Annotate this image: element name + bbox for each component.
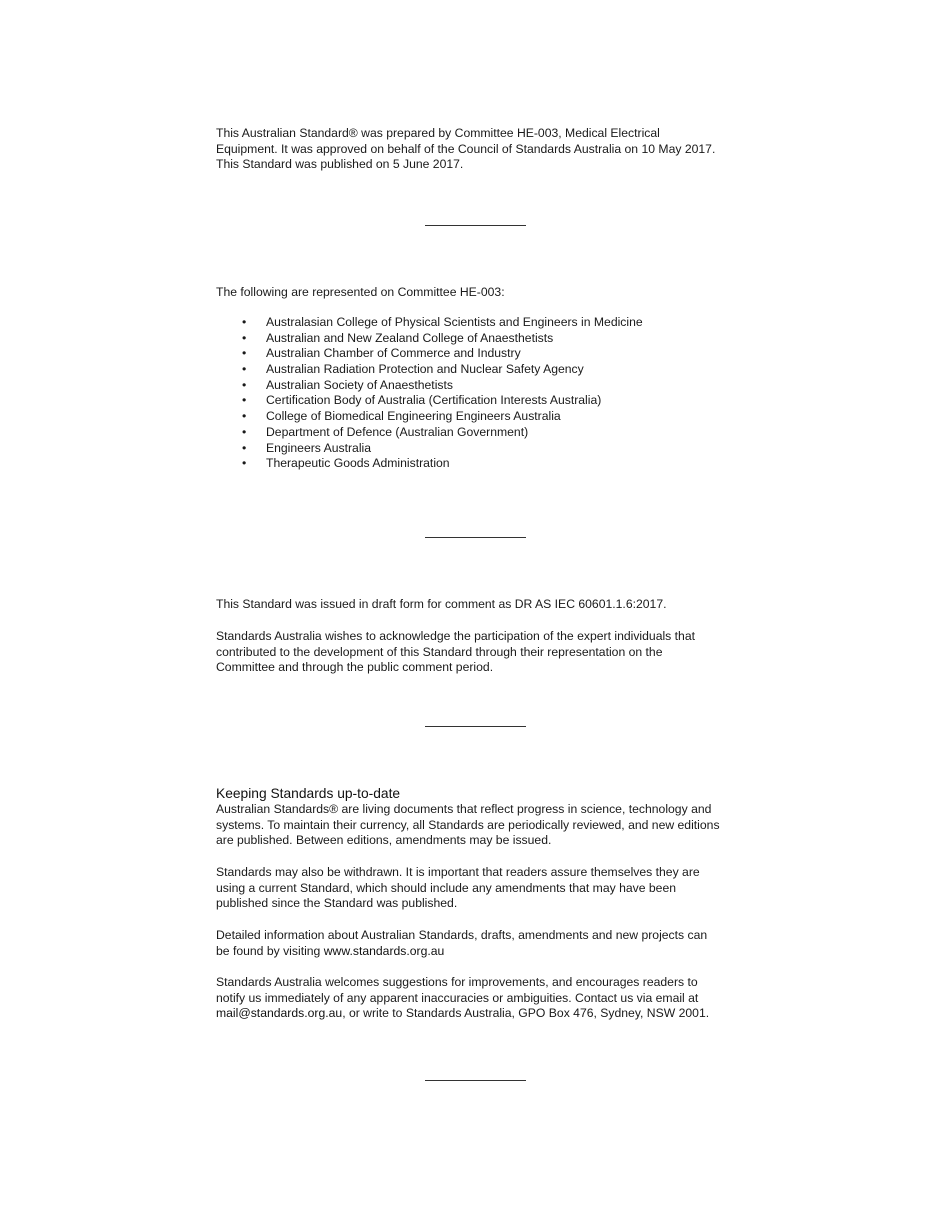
approval-line: Equipment. It was approved on behalf of the Council of Standards Australia on 10 May 2017.: [216, 141, 716, 156]
member-name: Australian Radiation Protection and Nuclear Safety Agency: [266, 362, 584, 377]
paragraph-text: be found by visiting: [216, 943, 324, 958]
paragraph-line: Standards Australia welcomes suggestions for improvements, and encourages readers to: [216, 975, 698, 989]
draft-issued: [216, 597, 746, 613]
paragraph-line: Australian Standards® are living documents that reflect progress in science, technology and: [216, 802, 712, 816]
list-item: [216, 346, 746, 362]
paragraph-line: [216, 944, 746, 960]
uptodate-paragraph-4: [216, 975, 746, 1022]
list-item: [216, 393, 746, 409]
acknowledge-line: Standards Australia wishes to acknowledge the participation of the expert individuals that: [216, 629, 695, 643]
committee-section: [216, 285, 746, 301]
member-name: Therapeutic Goods Administration: [266, 456, 450, 471]
committee-intro: The following are represented on Committee HE-003:: [216, 285, 505, 299]
bullet-icon: •: [242, 377, 247, 392]
list-item: [216, 331, 746, 347]
paragraph-line: Detailed information about Australian Standards, drafts, amendments and new projects can: [216, 928, 708, 942]
paragraph-line: Standards may also be withdrawn. It is important that readers assure themselves they are: [216, 865, 700, 879]
list-item: [216, 315, 746, 331]
member-name: College of Biomedical Engineering Engineers Australia: [266, 409, 561, 424]
bullet-icon: •: [242, 440, 247, 455]
member-name: Australasian College of Physical Scientists and Engineers in Medicine: [266, 315, 643, 329]
list-item: [216, 441, 746, 457]
section-divider: [425, 537, 526, 538]
bullet-icon: •: [242, 315, 247, 329]
paragraph-line: published since the Standard was published.: [216, 896, 458, 911]
draft-issued-text: This Standard was issued in draft form for comment as DR AS IEC 60601.1.6:2017.: [216, 597, 667, 611]
uptodate-paragraph-2: [216, 865, 746, 912]
approval-line: This Australian Standard® was prepared by Committee HE-003, Medical Electrical: [216, 126, 660, 140]
list-item: [216, 409, 746, 425]
bullet-icon: •: [242, 330, 247, 345]
paragraph-line: using a current Standard, which should include any amendments that may have been: [216, 880, 677, 895]
acknowledge-line: Committee and through the public comment period.: [216, 660, 494, 675]
paragraph-line: notify us immediately of any apparent inaccuracies or ambiguities. Contact us via email at: [216, 990, 699, 1005]
approval-line: This Standard was published on 5 June 2017.: [216, 157, 464, 172]
uptodate-paragraph-1: [216, 802, 746, 849]
section-divider: [425, 225, 526, 226]
acknowledge-line: contributed to the development of this Standard through their representation on the: [216, 644, 663, 659]
uptodate-paragraph-3: [216, 928, 746, 959]
member-name: Australian Chamber of Commerce and Industry: [266, 346, 521, 361]
website-link[interactable]: www.standards.org.au: [323, 943, 445, 958]
bullet-icon: •: [242, 393, 247, 408]
list-item: [216, 362, 746, 378]
paragraph-line: systems. To maintain their currency, all Standards are periodically reviewed, and new editions: [216, 817, 720, 832]
paragraph-text: , or write to Standards Australia, GPO Box 476, Sydney, NSW 2001.: [342, 1006, 710, 1021]
bullet-icon: •: [242, 456, 247, 471]
member-name: Australian Society of Anaesthetists: [266, 377, 453, 392]
approval-paragraph: [216, 126, 746, 173]
paragraph-line: are published. Between editions, amendments may be issued.: [216, 833, 552, 848]
bullet-icon: •: [242, 424, 247, 439]
bullet-icon: •: [242, 346, 247, 361]
section-divider: [425, 726, 526, 727]
email-link[interactable]: mail@standards.org.au: [216, 1006, 343, 1021]
bullet-icon: •: [242, 362, 247, 377]
bullet-icon: •: [242, 409, 247, 424]
list-item: [216, 378, 746, 394]
list-item: [216, 456, 746, 472]
list-item: [216, 425, 746, 441]
member-name: Certification Body of Australia (Certification Interests Australia): [266, 393, 602, 408]
committee-members: [216, 315, 746, 472]
uptodate-heading: Keeping Standards up-to-date: [216, 786, 401, 801]
member-name: Department of Defence (Australian Government): [266, 424, 529, 439]
member-name: Engineers Australia: [266, 440, 372, 455]
acknowledgement-paragraph: [216, 629, 746, 676]
section-divider: [425, 1080, 526, 1081]
member-name: Australian and New Zealand College of Anaesthetists: [266, 330, 554, 345]
paragraph-line: [216, 1006, 746, 1022]
